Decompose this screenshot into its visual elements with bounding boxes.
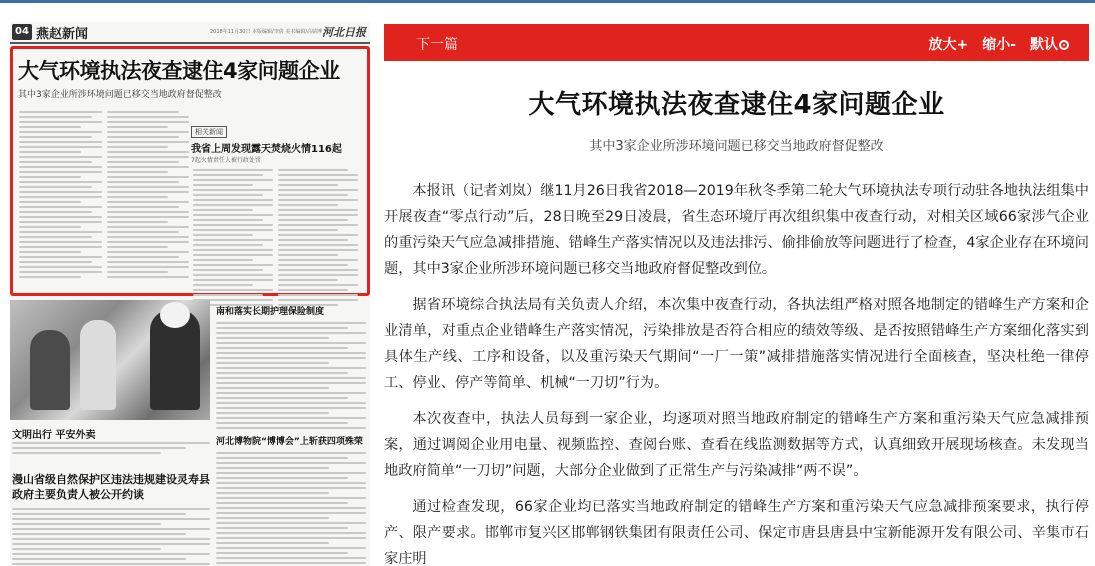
page-date-line: 2018年11月30日 本版编辑/李倩 美术编辑/高婧博 (210, 29, 322, 35)
article-title: 大气环境执法夜查逮住4家问题企业 (528, 90, 945, 120)
reset-zoom-button[interactable] (1030, 34, 1069, 54)
next-article-link[interactable]: 下一篇 (416, 37, 458, 53)
page-masthead: 河北日报 (322, 26, 366, 39)
thumb-lead-text-columns (19, 111, 189, 278)
article-body (384, 178, 1089, 566)
thumb-lead-subtitle: 其中3家企业所涉环境问题已移交当地政府督促整改 (18, 90, 222, 100)
reset-zoom-label: 默认 (1030, 37, 1058, 53)
thumb-related-title: 我省上周发现露天焚烧火情116起 (191, 144, 342, 155)
top-rule (0, 0, 1095, 3)
article-paragraph: 本报讯（记者刘岚）继11月26日我省2018—2019年秋冬季第二轮大气环境执法专项行动驻各地执法组集中开展夜查“零点行动”后，28日晚至29日凌晨，省生态环境厅再次组织集中夜查行动，对相关区域66家涉气企业的重污染天气应急减排措施、错峰生产落实情况以及违法排污、偷排偷放等问题进行了检查，4家企业存在环境问题，其中3家企业所涉环境问题已移交当地政府督促整改到位。 (384, 183, 1089, 277)
related-news-tag: 相关新闻 (191, 126, 227, 138)
newspaper-page-thumbnail[interactable] (10, 22, 370, 566)
article-paragraph: 据省环境综合执法局有关负责人介绍，本次集中夜查行动，各执法组严格对照各地制定的错峰生产方案和企业清单，对重点企业错峰生产落实情况，污染排放是否符合相应的绩效等级、是否按照错峰生产方案细化落实到具体生产线、工序和设备，以及重污染天气期间“一厂一策”减排措施落实情况进行全面核查，坚决杜绝一律停工、停业、停产等简单、机械“一刀切”行为。 (384, 297, 1089, 391)
article-paragraph: 通过检查发现，66家企业均已落实当地政府制定的错峰生产方案和重污染天气应急减排预案要求，执行停产、限产要求。邯郸市复兴区邯郸钢铁集团有限责任公司、保定市唐县唐县中宝新能源开发有限公司、辛集市石家庄明 (384, 499, 1089, 566)
thumb-news-photo (10, 300, 210, 420)
thumb-photo-caption-title: 文明出行 平安外卖 (12, 430, 96, 441)
article-paragraph: 本次夜查中，执法人员每到一家企业，均逐项对照当地政府制定的错峰生产方案和重污染天气应急减排预案，通过调阅企业用电量、视频监控、查阅台账、查看在线监测数据等方式，认真细致开展现场核查。未发现当地政府简单“一刀切”问题，大部分企业做到了正常生产与污染减排“两不误”。 (384, 411, 1089, 479)
page-section-name: 燕赵新闻 (36, 27, 89, 42)
thumb-right-story1-title: 南和落实长期护理保险制度 (216, 307, 325, 317)
thumb-related-news (191, 119, 361, 164)
reset-circle-icon (1059, 40, 1069, 50)
thumb-right-story1-text (216, 322, 366, 429)
thumb-related-subtitle: 7起火情责任人被行政处罚 (191, 157, 261, 164)
highlighted-article-region[interactable] (10, 46, 370, 296)
thumb-photo-caption-text (12, 442, 210, 454)
page-number: 04 (12, 24, 32, 40)
zoom-controls (928, 34, 1069, 54)
page-header (10, 22, 370, 44)
zoom-out-button[interactable]: 缩小- (982, 37, 1016, 53)
thumb-bottom-story-text (12, 508, 210, 566)
article-subtitle: 其中3家企业所涉环境问题已移交当地政府督促整改 (589, 139, 884, 154)
article-toolbar (384, 24, 1089, 61)
zoom-in-button[interactable]: 放大+ (928, 37, 969, 53)
thumb-lead-title: 大气环境执法夜查逮住4家问题企业 (18, 59, 340, 83)
thumb-right-story2-title: 河北博物院“博博会”上斩获四项殊荣 (216, 437, 363, 447)
thumb-right-story2-text (216, 452, 366, 566)
thumb-related-text-columns (193, 169, 358, 306)
thumb-bottom-story-title: 漫山省级自然保护区违法违规建设灵寿县政府主要负责人被公开约谈 (12, 473, 210, 501)
